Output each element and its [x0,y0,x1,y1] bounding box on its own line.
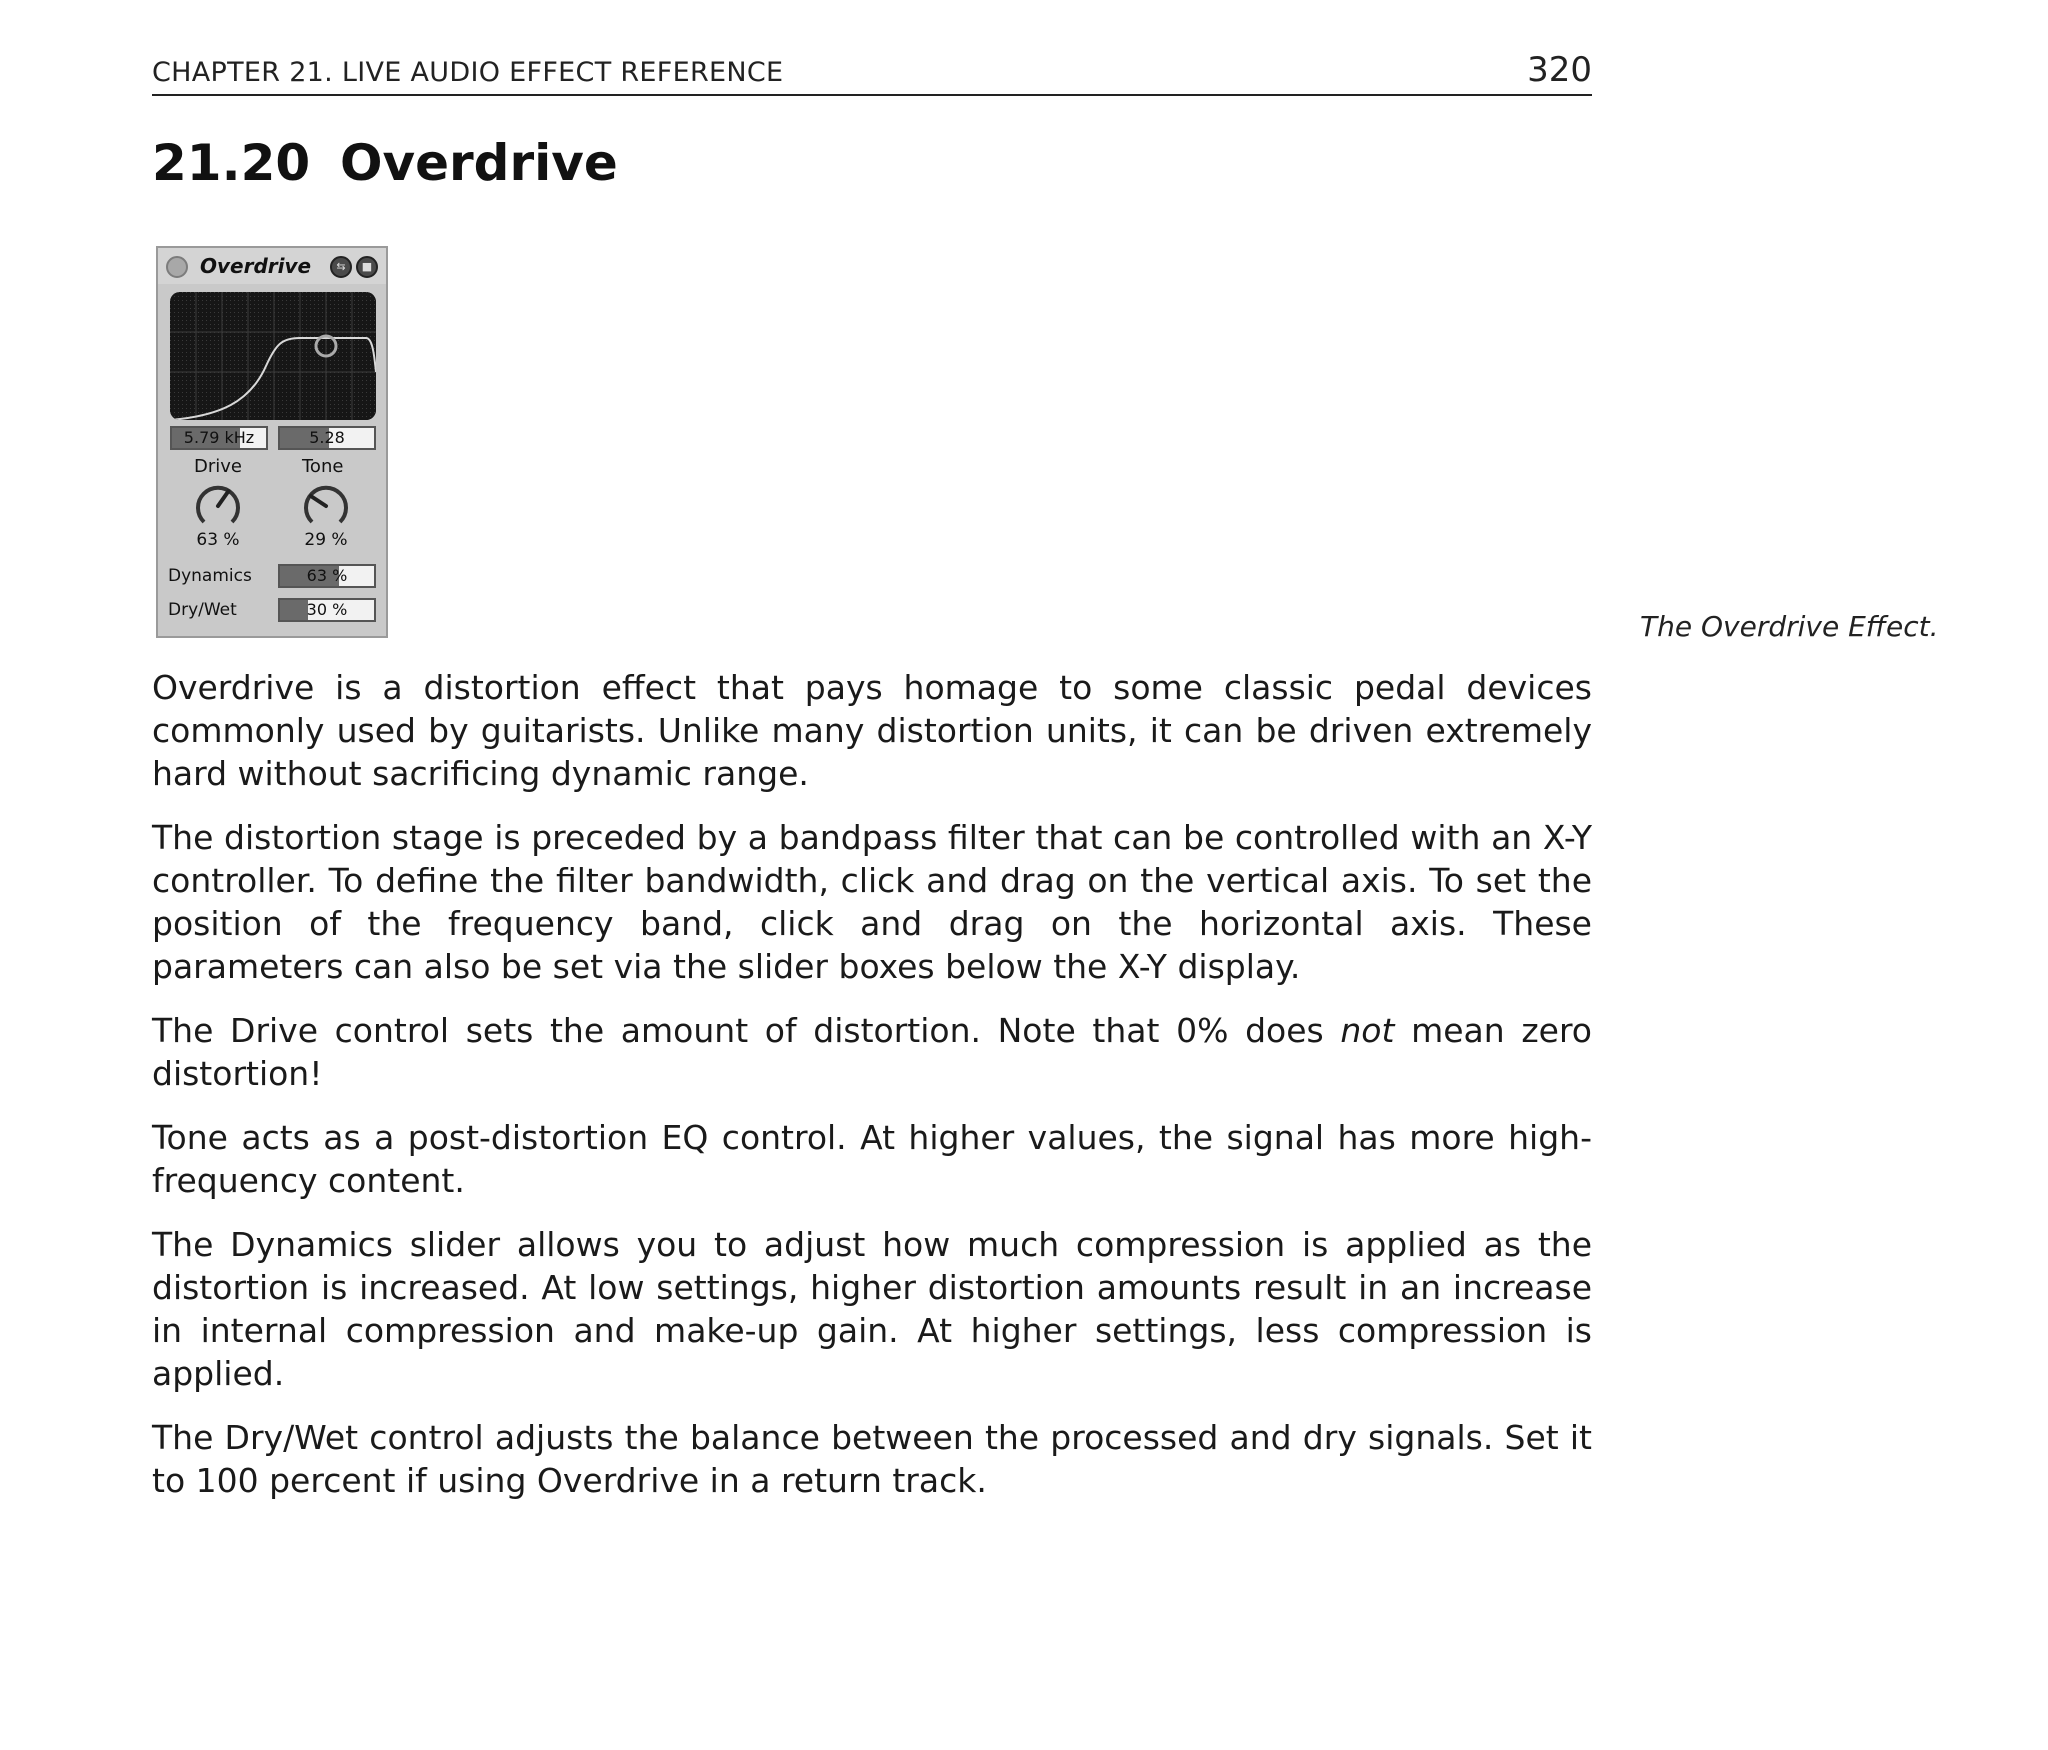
section-heading [152,134,618,192]
drive-knob[interactable] [192,480,244,532]
chapter-title: CHAPTER 21. LIVE AUDIO EFFECT REFERENCE [152,57,784,88]
drive-label: Drive [194,456,242,477]
drywet-value: 30 % [306,600,348,619]
power-button-icon[interactable] [166,256,188,278]
paragraph: The Drive control sets the amount of distortion. Note that 0% does not mean zero distortion! [152,1011,1592,1093]
bandwidth-slider[interactable] [278,426,376,450]
drywet-label: Dry/Wet [168,600,237,620]
emphasis: not [1340,1011,1395,1050]
page-number: 320 [1527,50,1592,90]
dynamics-label: Dynamics [168,566,252,586]
frequency-slider[interactable] [170,426,268,450]
dynamics-value: 63 % [306,566,348,585]
bandwidth-value: 5.28 [309,428,345,447]
tone-knob[interactable] [300,480,352,532]
paragraph: The Dynamics slider allows you to adjust how much compression is applied as the distortion is increased. At low settings, higher distortion amounts result in an increase in internal compression and make-up gain. At higher settings, less compression is applied. [152,1225,1592,1393]
paragraph: Overdrive is a distortion effect that pays homage to some classic pedal devices commonly used by guitarists. Unlike many distortion units, it can be driven extremely hard without sacrificing dynamic range. [152,668,1592,793]
dynamics-slider[interactable] [278,564,376,588]
xy-filter-display[interactable] [170,292,376,420]
paragraph: The Dry/Wet control adjusts the balance between the processed and dry signals. Set it to 100 percent if using Overdrive in a return track. [152,1418,1592,1500]
overdrive-device-panel [156,246,388,638]
tone-label: Tone [302,456,344,477]
drive-value: 63 % [196,530,240,550]
frequency-value: 5.79 kHz [183,428,255,447]
paragraph: Tone acts as a post-distortion EQ control. At higher values, the signal has more high-frequency content. [152,1118,1592,1200]
body-text [152,666,1592,1523]
running-header [152,48,1592,96]
tone-value: 29 % [304,530,348,550]
drywet-slider[interactable] [278,598,376,622]
paragraph: The distortion stage is preceded by a bandpass filter that can be controlled with an X-Y controller. To define the filter bandwidth, click and drag on the vertical axis. To set the position of the frequency band, click and drag on the horizontal axis. These parameters can also be set via the slider boxes below the X-Y display. [152,818,1592,986]
section-number: 21.20 [152,134,311,192]
figure-caption: The Overdrive Effect. [1640,610,1939,643]
device-titlebar [158,248,386,284]
hot-swap-icon[interactable]: ⇆ [330,256,352,278]
filter-curve-graphic [170,292,376,420]
save-preset-icon[interactable]: ■ [356,256,378,278]
section-title: Overdrive [340,134,618,192]
device-name: Overdrive [200,254,312,278]
